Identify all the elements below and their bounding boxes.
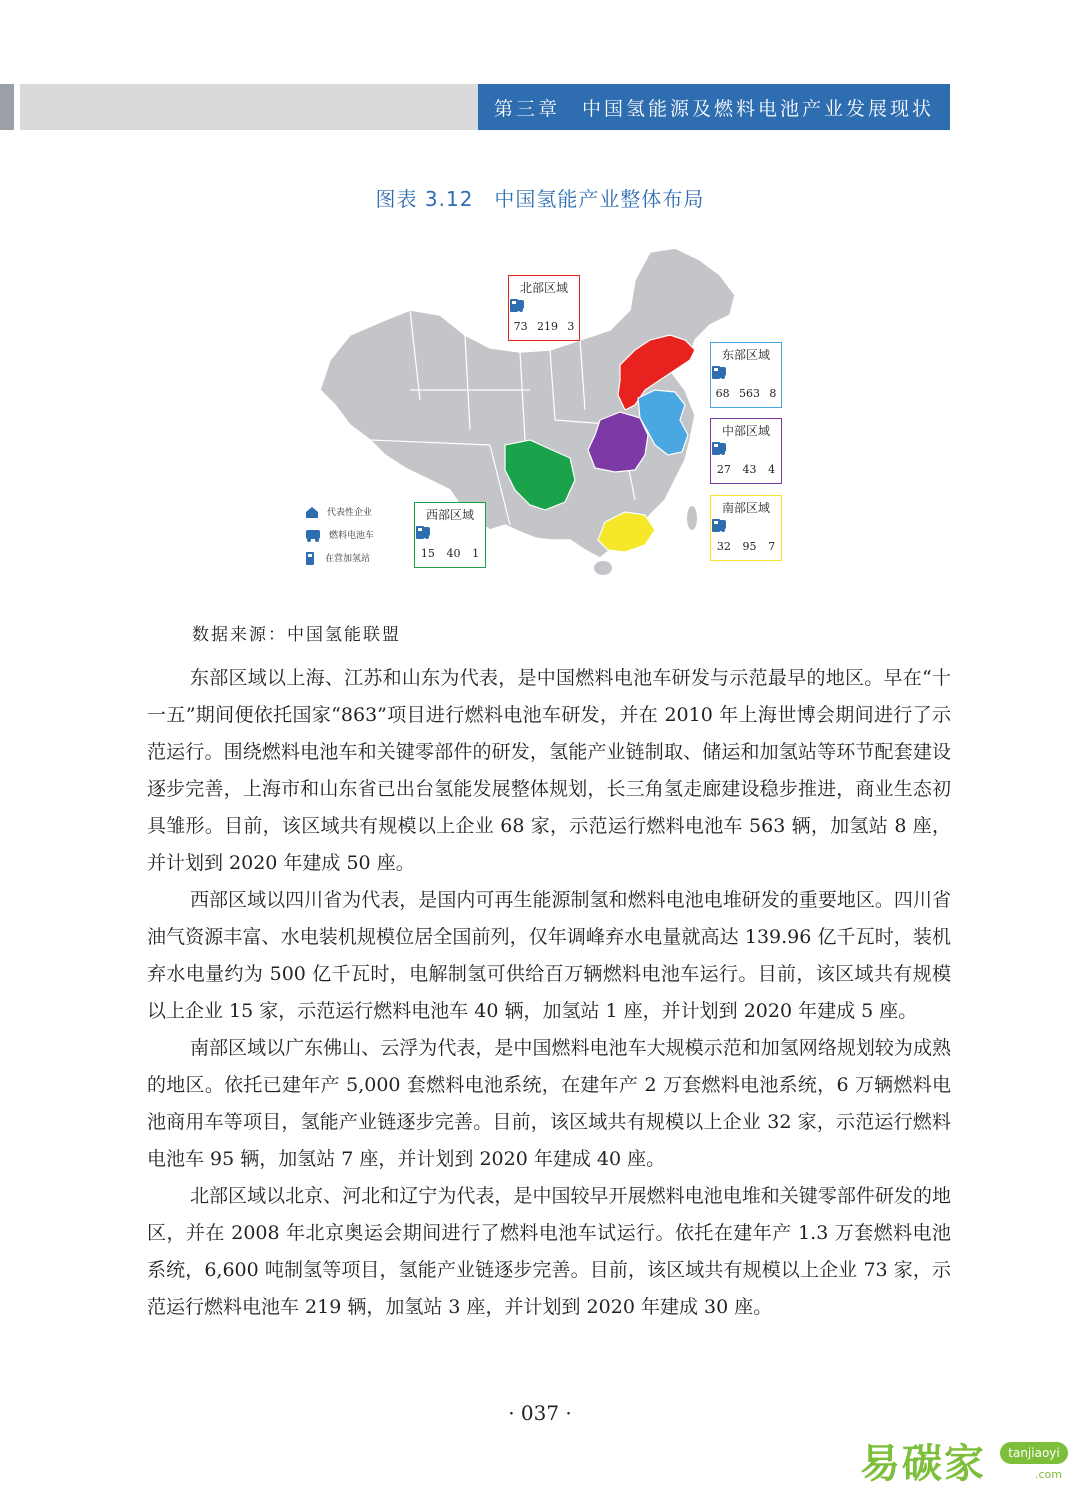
watermark-logo bbox=[860, 1432, 1062, 1489]
header-gray-band bbox=[20, 84, 478, 130]
hydrogen-station-icon bbox=[415, 525, 427, 539]
enterprise-icon bbox=[305, 505, 319, 519]
legend-item-enterprise: 代表性企业 bbox=[305, 500, 374, 523]
hydrogen-station-icon bbox=[509, 298, 521, 312]
legend-item-vehicle: 燃料电池车 bbox=[305, 523, 374, 546]
paragraph-east: 东部区域以上海、江苏和山东为代表，是中国燃料电池车研发与示范最早的地区。早在“十一五”期间便依托国家“863”项目进行燃料电池车研发，并在 2010 年上海世博会期间进行了示范运行。围绕燃料电池车和关键零部件的研发，氢能产业链制取、储运和加氢站等环节配套建设逐步完善，上海市和山东省已出台氢能发展整体规划，长三角氢走廊建设稳步推进，商业生态初具雏形。目前，该区域共有规模以上企业 68 家，示范运行燃料电池车 563 辆，加氢站 8 座，并计划到 2020 年建成 50 座。 bbox=[147, 667, 951, 874]
paragraph-south: 南部区域以广东佛山、云浮为代表，是中国燃料电池车大规模示范和加氢网络规划较为成熟的地区。依托已建年产 5,000 套燃料电池系统，在建年产 2 万套燃料电池系统，6 万辆燃料电池商用车等项目，氢能产业链逐步完善。目前，该区域共有规模以上企业 32 家，示范运行燃料电池车 95 辆，加氢站 7 座，并计划到 2020 年建成 40 座。 bbox=[147, 1037, 951, 1170]
island-taiwan bbox=[687, 506, 697, 530]
hydrogen-station-icon bbox=[711, 441, 723, 455]
paragraph-north: 北部区域以北京、河北和辽宁为代表，是中国较早开展燃料电池电堆和关键零部件研发的地区，并在 2008 年北京奥运会期间进行了燃料电池车试运行。依托在建年产 1.3 万套燃料电池系统，6,600 吨制氢等项目，氢能产业链逐步完善。目前，该区域共有规模以上企业 73 家，示范运行燃料电池车 219 辆，加氢站 3 座，并计划到 2020 年建成 30 座。 bbox=[147, 1185, 951, 1318]
legend-item-station: 在营加氢站 bbox=[305, 546, 374, 569]
region-box-east: 东部区域 68 563 8 bbox=[710, 342, 782, 408]
map-legend bbox=[305, 500, 374, 569]
region-box-north: 北部区域 73 219 3 bbox=[508, 275, 580, 341]
fuel-cell-vehicle-icon bbox=[305, 528, 321, 542]
region-box-central: 中部区域 27 43 4 bbox=[710, 418, 782, 484]
page-number: · 037 · bbox=[508, 1401, 572, 1425]
watermark-cn: 易碳家 bbox=[860, 1441, 986, 1487]
body-text bbox=[147, 660, 951, 1326]
paragraph-west: 西部区域以四川省为代表，是国内可再生能源制氢和燃料电池电堆研发的重要地区。四川省油气资源丰富、水电装机规模位居全国前列，仅年调峰弃水电量就高达 139.96 亿千瓦时，装机弃水电量约为 500 亿千瓦时，电解制氢可供给百万辆燃料电池车运行。目前，该区域共有规模以上企业 15 家，示范运行燃料电池车 40 辆，加氢站 1 座，并计划到 2020 年建成 5 座。 bbox=[147, 889, 951, 1022]
figure-source: 数据来源：中国氢能联盟 bbox=[192, 625, 401, 645]
watermark-com: .com bbox=[1035, 1468, 1062, 1481]
region-box-west: 西部区域 15 40 1 bbox=[414, 502, 486, 568]
region-box-south: 南部区域 32 95 7 bbox=[710, 495, 782, 561]
watermark-en: tanjiaoyi bbox=[1000, 1442, 1068, 1464]
chapter-header: 第三章 中国氢能源及燃料电池产业发展现状 bbox=[478, 84, 950, 130]
island-hainan bbox=[594, 561, 612, 575]
header-left-mark bbox=[0, 84, 14, 130]
hydrogen-station-icon bbox=[711, 365, 723, 379]
hydrogen-station-icon bbox=[711, 518, 723, 532]
figure-title: 图表 3.12 中国氢能产业整体布局 bbox=[375, 187, 705, 211]
hydrogen-station-icon bbox=[305, 551, 317, 565]
